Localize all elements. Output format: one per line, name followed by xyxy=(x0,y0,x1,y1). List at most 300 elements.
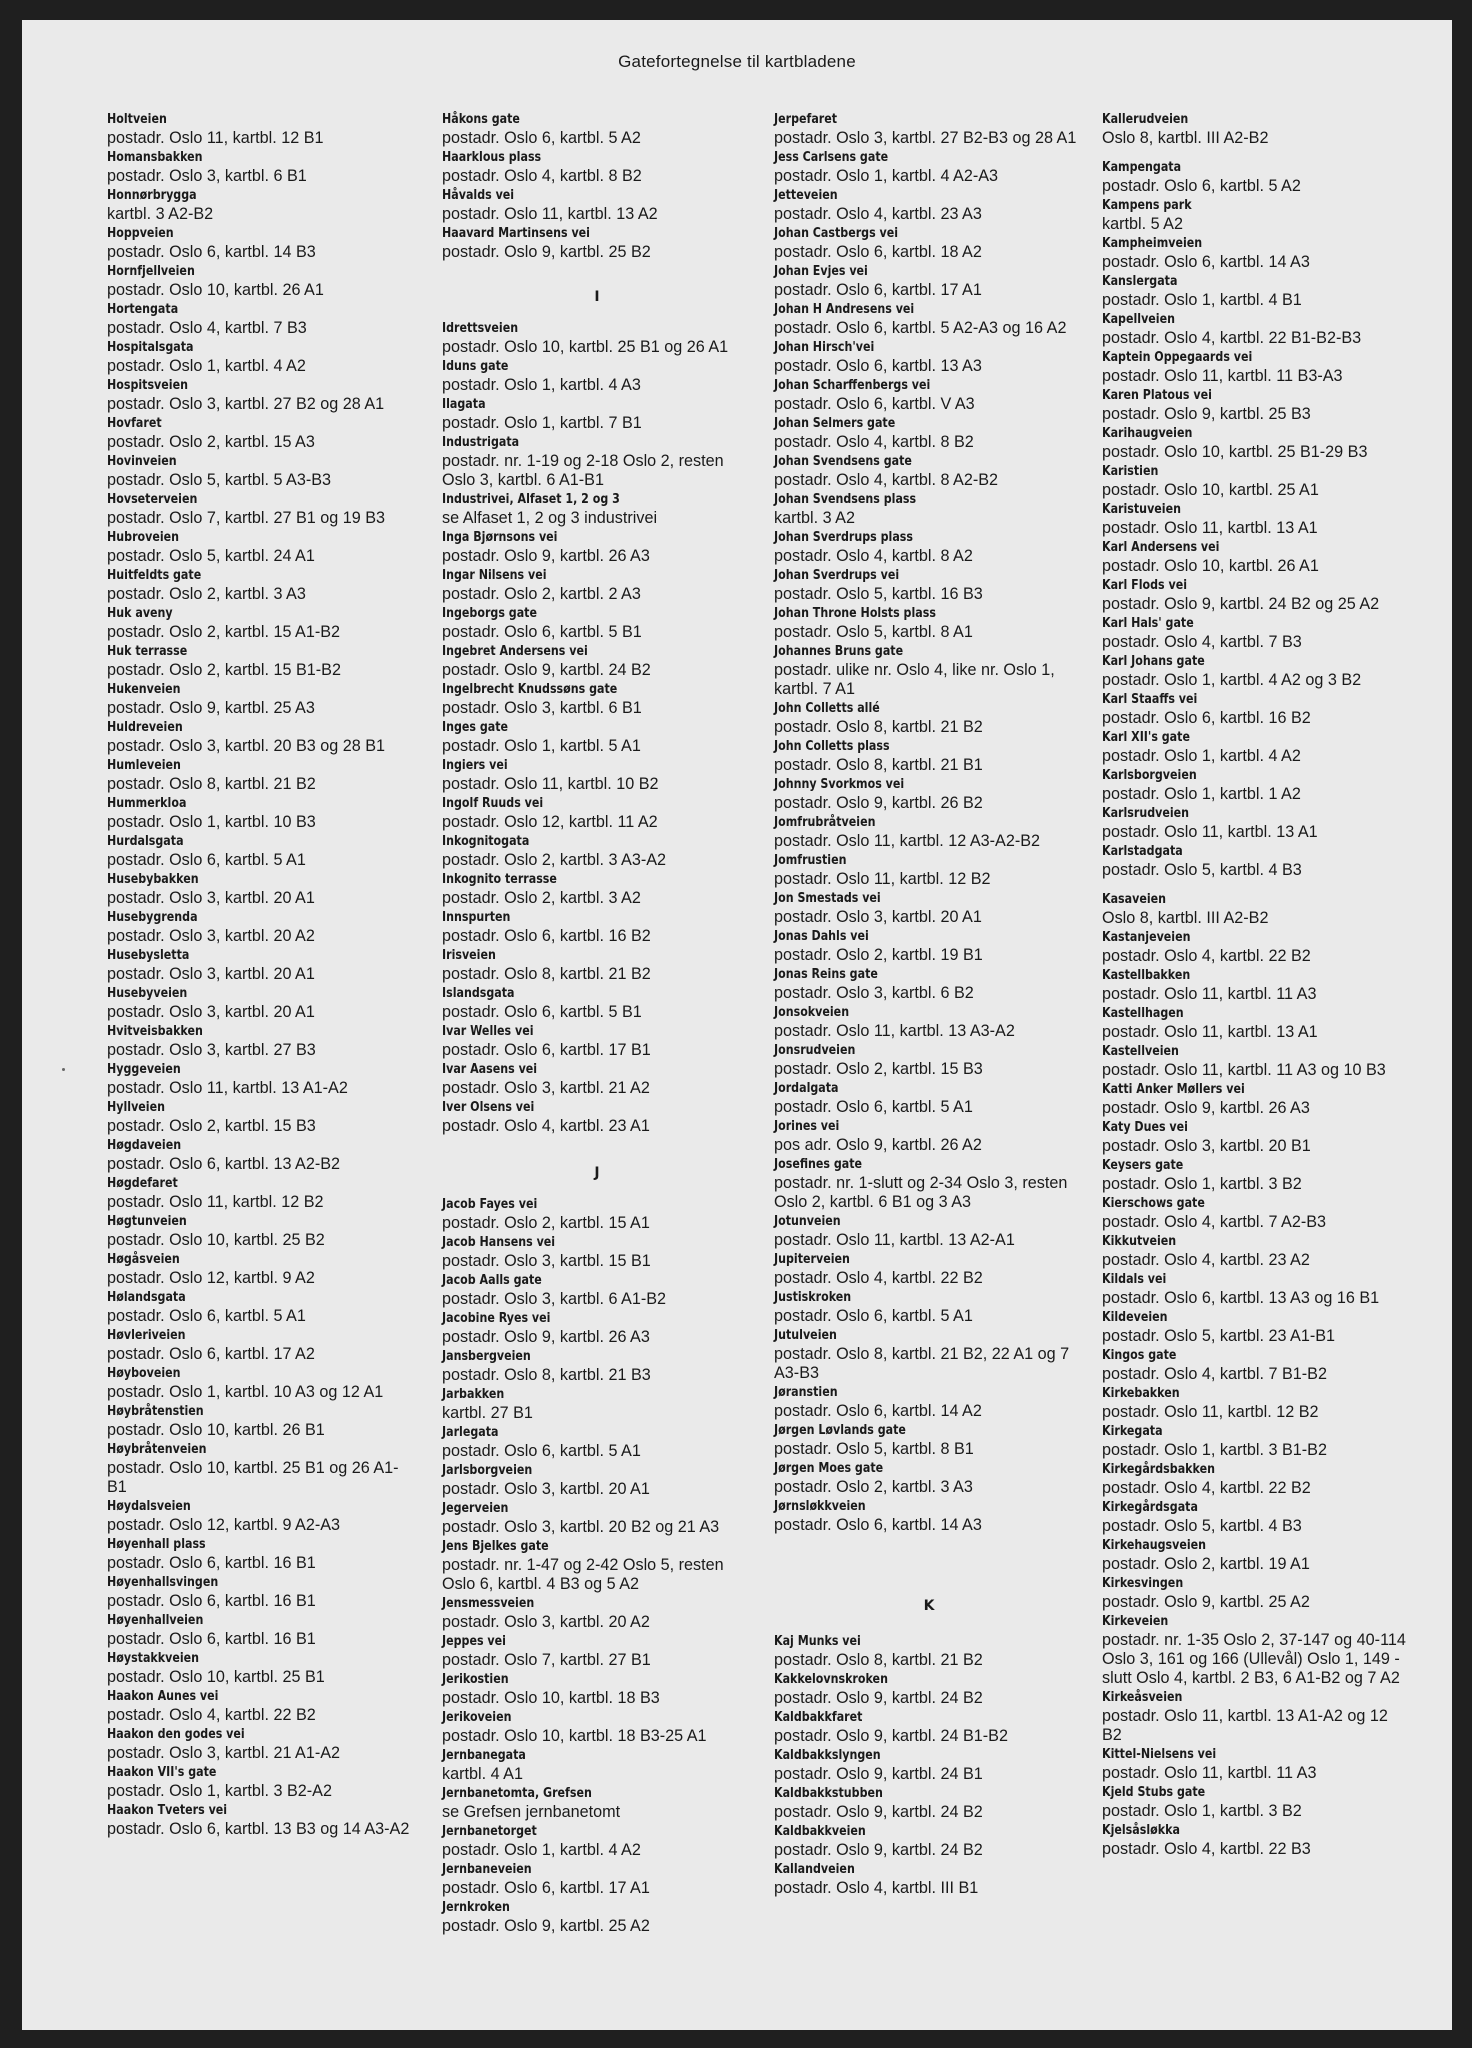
street-name: Johan Svendsens plass xyxy=(774,491,917,507)
street-name: Karen Platous vei xyxy=(1102,387,1212,403)
street-entry xyxy=(1102,424,1412,462)
street-name: Håkons gate xyxy=(442,111,520,127)
street-info: postadr. Oslo 4, kartbl. III B1 xyxy=(774,1879,979,1897)
street-name: Johan Throne Holsts plass xyxy=(774,605,936,621)
street-name: Høybråtenstien xyxy=(107,1403,204,1419)
street-entry xyxy=(1102,538,1412,576)
street-info: postadr. Oslo 3, kartbl. 20 B1 xyxy=(1102,1137,1311,1155)
street-info: postadr. Oslo 2, kartbl. 3 A3 xyxy=(107,585,306,603)
street-entry xyxy=(774,414,1084,452)
street-info: postadr. Oslo 9, kartbl. 26 A3 xyxy=(442,547,650,565)
street-name: Husebygrenda xyxy=(107,909,198,925)
street-name: Høyenhall plass xyxy=(107,1536,206,1552)
street-info: postadr. Oslo 6, kartbl. V A3 xyxy=(774,395,975,413)
street-info: postadr. Oslo 1, kartbl. 4 A3 xyxy=(442,376,641,394)
street-name: Høgdaveien xyxy=(107,1137,182,1153)
street-info: postadr. nr. 1-19 og 2-18 Oslo 2, resten Oslo 3, kartbl. 6 A1-B1 xyxy=(442,452,724,489)
street-entry xyxy=(1102,1745,1412,1783)
street-entry xyxy=(107,1212,417,1250)
street-info: postadr. Oslo 5, kartbl. 8 B1 xyxy=(774,1440,974,1458)
entry-group xyxy=(442,110,752,262)
street-info: postadr. Oslo 1, kartbl. 4 A2 xyxy=(1102,747,1301,765)
street-entry xyxy=(107,1649,417,1687)
street-entry xyxy=(442,1461,752,1499)
street-name: Kirkeveien xyxy=(1102,1613,1169,1629)
street-name: Hoppveien xyxy=(107,225,174,241)
street-name: Høyenhallveien xyxy=(107,1612,204,1628)
street-entry xyxy=(442,1746,752,1784)
street-info: postadr. Oslo 3, kartbl. 20 A1 xyxy=(107,1003,315,1021)
street-entry xyxy=(107,1136,417,1174)
street-info: postadr. Oslo 1, kartbl. 3 B2 xyxy=(1102,1802,1302,1820)
street-entry xyxy=(107,224,417,262)
street-info: Oslo 8, kartbl. III A2-B2 xyxy=(1102,129,1269,147)
street-name: Karl Staaffs vei xyxy=(1102,691,1198,707)
street-name: Kaldbakkslyngen xyxy=(774,1747,881,1763)
street-entry xyxy=(442,1822,752,1860)
street-info: postadr. Oslo 11, kartbl. 13 A1-A2 xyxy=(107,1079,348,1097)
street-info: postadr. Oslo 4, kartbl. 8 B2 xyxy=(442,167,642,185)
street-name: Johannes Bruns gate xyxy=(774,643,904,659)
street-entry xyxy=(774,965,1084,1003)
street-info: postadr. Oslo 4, kartbl. 22 B3 xyxy=(1102,1840,1311,1858)
street-entry xyxy=(107,452,417,490)
street-entry xyxy=(107,338,417,376)
street-entry xyxy=(774,1632,1084,1670)
street-name: Hospitalsgata xyxy=(107,339,194,355)
street-name: Islandsgata xyxy=(442,985,515,1001)
street-info: postadr. Oslo 6, kartbl. 5 A1 xyxy=(774,1307,973,1325)
street-info: postadr. Oslo 4, kartbl. 22 B2 xyxy=(774,1269,983,1287)
street-info: postadr. Oslo 1, kartbl. 3 B1-B2 xyxy=(1102,1441,1327,1459)
street-info: postadr. Oslo 3, kartbl. 15 B1 xyxy=(442,1252,651,1270)
street-info: postadr. Oslo 11, kartbl. 12 A3-A2-B2 xyxy=(774,832,1041,850)
street-info: postadr. Oslo 4, kartbl. 7 B1-B2 xyxy=(1102,1365,1327,1383)
section-letter-j: J xyxy=(594,1165,600,1181)
street-info: postadr. Oslo 4, kartbl. 22 B2 xyxy=(1102,1479,1311,1497)
street-name: Jarlsborgveien xyxy=(442,1462,533,1478)
street-info: postadr. Oslo 3, kartbl. 27 B2 og 28 A1 xyxy=(107,395,385,413)
street-name: Jernbanetomta, Grefsen xyxy=(442,1785,592,1801)
street-info: postadr. ulike nr. Oslo 4, like nr. Oslo 1, kartbl. 7 A1 xyxy=(774,661,1055,698)
street-name: Kirkegata xyxy=(1102,1423,1163,1439)
street-name: Haakon Aunes vei xyxy=(107,1688,219,1704)
street-info: kartbl. 5 A2 xyxy=(1102,215,1183,233)
street-name: Kaldbakkveien xyxy=(774,1823,866,1839)
street-name: Hummerkloa xyxy=(107,795,187,811)
street-entry xyxy=(442,148,752,186)
street-entry xyxy=(107,300,417,338)
column-4 xyxy=(1102,110,1412,1859)
street-info: postadr. nr. 1-47 og 2-42 Oslo 5, resten Oslo 6, kartbl. 4 B3 og 5 A2 xyxy=(442,1556,724,1593)
street-name: Irisveien xyxy=(442,947,496,963)
street-entry xyxy=(1102,804,1412,842)
street-name: Kingos gate xyxy=(1102,1347,1177,1363)
street-entry xyxy=(442,1022,752,1060)
column-2 xyxy=(442,110,752,1936)
street-name: Hospitsveien xyxy=(107,377,188,393)
street-info: postadr. Oslo 3, kartbl. 6 B2 xyxy=(774,984,974,1002)
street-name: Karistien xyxy=(1102,463,1159,479)
street-info: postadr. Oslo 9, kartbl. 24 B2 og 25 A2 xyxy=(1102,595,1380,613)
street-entry xyxy=(107,642,417,680)
street-info: postadr. Oslo 1, kartbl. 3 B2-A2 xyxy=(107,1782,332,1800)
street-info: kartbl. 3 A2-B2 xyxy=(107,205,214,223)
street-info: postadr. Oslo 10, kartbl. 25 B1 xyxy=(107,1668,325,1686)
street-entry xyxy=(107,148,417,186)
section-letter-i: I xyxy=(594,289,600,305)
street-name: Jernbanetorget xyxy=(442,1823,537,1839)
street-name: Kikkutveien xyxy=(1102,1233,1177,1249)
street-entry xyxy=(1102,1346,1412,1384)
street-name: Jess Carlsens gate xyxy=(774,149,889,165)
street-name: Høgtunveien xyxy=(107,1213,187,1229)
street-info: postadr. Oslo 9, kartbl. 26 B2 xyxy=(774,794,983,812)
street-entry xyxy=(1102,1574,1412,1612)
street-entry xyxy=(774,699,1084,737)
street-entry xyxy=(107,1497,417,1535)
street-info: postadr. Oslo 5, kartbl. 4 B3 xyxy=(1102,861,1302,879)
street-name: Jomfrubråtveien xyxy=(774,814,876,830)
street-entry xyxy=(442,680,752,718)
street-entry xyxy=(774,338,1084,376)
street-entry xyxy=(442,1860,752,1898)
street-entry xyxy=(107,490,417,528)
street-info: postadr. Oslo 3, kartbl. 20 A1 xyxy=(442,1480,650,1498)
street-info: postadr. Oslo 6, kartbl. 14 A2 xyxy=(774,1402,982,1420)
street-name: Kirkeåsveien xyxy=(1102,1689,1183,1705)
street-entry xyxy=(774,300,1084,338)
street-info: se Alfaset 1, 2 og 3 industrivei xyxy=(442,509,658,527)
street-info: postadr. Oslo 8, kartbl. 21 B1 xyxy=(774,756,983,774)
street-info: postadr. Oslo 3, kartbl. 6 B1 xyxy=(442,699,642,717)
street-name: Kastellveien xyxy=(1102,1043,1179,1059)
street-entry xyxy=(442,870,752,908)
street-name: Høybråtenveien xyxy=(107,1441,207,1457)
street-name: Jøranstien xyxy=(774,1384,838,1400)
street-info: postadr. Oslo 10, kartbl. 26 A1 xyxy=(1102,557,1319,575)
street-info: postadr. Oslo 11, kartbl. 11 B3-A3 xyxy=(1102,367,1343,385)
street-entry xyxy=(774,566,1084,604)
street-info: postadr. Oslo 1, kartbl. 4 A2 og 3 B2 xyxy=(1102,671,1362,689)
street-entry xyxy=(442,1385,752,1423)
street-entry xyxy=(1102,1612,1412,1688)
street-entry xyxy=(442,224,752,262)
street-entry xyxy=(442,718,752,756)
street-entry xyxy=(442,642,752,680)
street-entry xyxy=(442,566,752,604)
street-entry xyxy=(107,414,417,452)
street-entry xyxy=(774,1708,1084,1746)
street-entry xyxy=(1102,766,1412,804)
street-name: Josefines gate xyxy=(774,1156,863,1172)
street-info: postadr. Oslo 1, kartbl. 4 A2-A3 xyxy=(774,167,999,185)
street-entry xyxy=(107,946,417,984)
street-name: Humleveien xyxy=(107,757,181,773)
street-entry xyxy=(442,1784,752,1822)
street-info: postadr. Oslo 6, kartbl. 5 A1 xyxy=(107,1307,306,1325)
street-entry xyxy=(1102,1783,1412,1821)
street-info: postadr. Oslo 1, kartbl. 10 B3 xyxy=(107,813,316,831)
street-entry xyxy=(774,1041,1084,1079)
street-entry xyxy=(1102,386,1412,424)
street-entry xyxy=(774,851,1084,889)
street-info: postadr. Oslo 4, kartbl. 7 B3 xyxy=(107,319,307,337)
street-entry xyxy=(442,1670,752,1708)
street-name: Karl XII's gate xyxy=(1102,729,1190,745)
street-info: postadr. Oslo 4, kartbl. 8 A2-B2 xyxy=(774,471,999,489)
street-entry xyxy=(774,110,1084,148)
street-name: Hyggeveien xyxy=(107,1061,181,1077)
street-name: Kaptein Oppegaards vei xyxy=(1102,349,1253,365)
street-entry xyxy=(107,1174,417,1212)
street-name: Ilagata xyxy=(442,396,486,412)
street-entry xyxy=(774,1079,1084,1117)
street-name: Johan Scharffenbergs vei xyxy=(774,377,931,393)
street-name: Husebyveien xyxy=(107,985,188,1001)
street-entry xyxy=(774,813,1084,851)
street-info: postadr. Oslo 2, kartbl. 15 B3 xyxy=(107,1117,316,1135)
street-entry xyxy=(774,490,1084,528)
street-info: postadr. Oslo 6, kartbl. 5 B1 xyxy=(442,1003,642,1021)
street-info: postadr. Oslo 3, kartbl. 20 A2 xyxy=(107,927,315,945)
street-info: postadr. Oslo 10, kartbl. 25 B1-29 B3 xyxy=(1102,443,1368,461)
street-info: postadr. Oslo 6, kartbl. 16 B2 xyxy=(1102,709,1311,727)
street-info: postadr. Oslo 1, kartbl. 3 B2 xyxy=(1102,1175,1302,1193)
street-name: Jacob Fayes vei xyxy=(442,1196,538,1212)
street-info: postadr. Oslo 6, kartbl. 5 B1 xyxy=(442,623,642,641)
street-entry xyxy=(442,908,752,946)
street-info: postadr. Oslo 5, kartbl. 5 A3-B3 xyxy=(107,471,332,489)
street-name: Haarklous plass xyxy=(442,149,542,165)
street-entry xyxy=(107,528,417,566)
document-page xyxy=(22,20,1452,2030)
street-entry xyxy=(107,1402,417,1440)
street-name: Kittel-Nielsens vei xyxy=(1102,1746,1217,1762)
street-name: Jens Bjelkes gate xyxy=(442,1538,549,1554)
street-name: Jotunveien xyxy=(774,1213,841,1229)
street-info: postadr. Oslo 3, kartbl. 20 A1 xyxy=(107,965,315,983)
street-info: postadr. Oslo 4, kartbl. 23 A1 xyxy=(442,1117,650,1135)
street-name: Hubroveien xyxy=(107,529,180,545)
street-entry xyxy=(774,1003,1084,1041)
street-name: Kirkegårdsgata xyxy=(1102,1499,1198,1515)
street-info: postadr. Oslo 6, kartbl. 14 B3 xyxy=(107,243,316,261)
street-info: postadr. Oslo 2, kartbl. 15 B3 xyxy=(774,1060,983,1078)
street-name: Idrettsveien xyxy=(442,320,519,336)
street-name: Kastanjeveien xyxy=(1102,929,1191,945)
street-info: postadr. Oslo 9, kartbl. 25 B2 xyxy=(442,243,651,261)
street-info: postadr. Oslo 10, kartbl. 25 A1 xyxy=(1102,481,1319,499)
street-name: Hvitveisbakken xyxy=(107,1023,203,1039)
street-name: Karlsrudveien xyxy=(1102,805,1190,821)
street-info: postadr. Oslo 8, kartbl. 21 B2 xyxy=(442,965,651,983)
street-entry xyxy=(1102,614,1412,652)
entry-group xyxy=(442,319,752,1136)
street-entry xyxy=(1102,110,1412,148)
street-info: postadr. Oslo 6, kartbl. 18 A2 xyxy=(774,243,982,261)
street-name: Jarlegata xyxy=(442,1424,499,1440)
street-entry xyxy=(107,1364,417,1402)
street-entry xyxy=(442,110,752,148)
street-entry xyxy=(774,775,1084,813)
street-name: Inkognito terrasse xyxy=(442,871,557,887)
street-name: Høgåsveien xyxy=(107,1251,180,1267)
street-info: postadr. Oslo 8, kartbl. 21 B2 xyxy=(774,718,983,736)
street-info: postadr. Oslo 12, kartbl. 9 A2 xyxy=(107,1269,315,1287)
street-entry xyxy=(1102,1156,1412,1194)
entry-group xyxy=(442,1195,752,1936)
street-entry xyxy=(442,1708,752,1746)
street-entry xyxy=(442,832,752,870)
street-name: Hortengata xyxy=(107,301,179,317)
street-entry xyxy=(107,1725,417,1763)
street-info: postadr. Oslo 6, kartbl. 17 A1 xyxy=(774,281,982,299)
street-name: Ingolf Ruuds vei xyxy=(442,795,544,811)
street-info: postadr. Oslo 1, kartbl. 5 A1 xyxy=(442,737,641,755)
street-name: Justiskroken xyxy=(774,1289,852,1305)
street-entry xyxy=(774,148,1084,186)
street-entry xyxy=(1102,842,1412,880)
street-info: postadr. Oslo 6, kartbl. 5 A1 xyxy=(774,1098,973,1116)
street-entry xyxy=(442,1195,752,1233)
street-entry xyxy=(774,224,1084,262)
street-info: postadr. Oslo 1, kartbl. 1 A2 xyxy=(1102,785,1301,803)
street-entry xyxy=(107,1022,417,1060)
street-name: Kaldbakkfaret xyxy=(774,1709,863,1725)
street-entry xyxy=(1102,500,1412,538)
street-info: postadr. Oslo 8, kartbl. 21 B2 xyxy=(107,775,316,793)
street-info: postadr. Oslo 4, kartbl. 22 B2 xyxy=(1102,947,1311,965)
column-1 xyxy=(107,110,417,1839)
street-info: postadr. Oslo 9, kartbl. 24 B2 xyxy=(774,1841,983,1859)
street-info: postadr. Oslo 11, kartbl. 13 A1-A2 og 12 B2 xyxy=(1102,1707,1388,1744)
street-entry xyxy=(774,1288,1084,1326)
page-title: Gatefortegnelse til kartbladene xyxy=(618,52,856,71)
street-name: Kirkegårdsbakken xyxy=(1102,1461,1215,1477)
street-entry xyxy=(774,1421,1084,1459)
street-entry xyxy=(107,718,417,756)
street-name: Huitfeldts gate xyxy=(107,567,202,583)
street-entry xyxy=(107,1288,417,1326)
street-info: postadr. Oslo 3, kartbl. 20 A2 xyxy=(442,1613,650,1631)
street-name: Kildals vei xyxy=(1102,1271,1167,1287)
street-entry xyxy=(107,376,417,414)
street-info: postadr. Oslo 6, kartbl. 5 A2-A3 og 16 A2 xyxy=(774,319,1067,337)
street-name: Jørnsløkkveien xyxy=(774,1498,866,1514)
street-name: Håvalds vei xyxy=(442,187,515,203)
street-entry xyxy=(107,1611,417,1649)
street-entry xyxy=(442,395,752,433)
street-entry xyxy=(774,1250,1084,1288)
street-name: Haakon VII's gate xyxy=(107,1764,217,1780)
street-info: postadr. Oslo 6, kartbl. 13 A2-B2 xyxy=(107,1155,341,1173)
street-entry xyxy=(774,642,1084,699)
street-name: Johan Sverdrups plass xyxy=(774,529,913,545)
street-entry xyxy=(442,604,752,642)
street-name: Høgdefaret xyxy=(107,1175,178,1191)
street-name: Kakkelovnskroken xyxy=(774,1671,888,1687)
street-name: Johan Castbergs vei xyxy=(774,225,899,241)
street-info: postadr. Oslo 10, kartbl. 18 B3 xyxy=(442,1689,660,1707)
street-entry xyxy=(107,1098,417,1136)
street-info: postadr. Oslo 1, kartbl. 10 A3 og 12 A1 xyxy=(107,1383,384,1401)
street-name: Kallerudveien xyxy=(1102,111,1189,127)
street-info: postadr. Oslo 6, kartbl. 5 A1 xyxy=(107,851,306,869)
street-entry xyxy=(107,566,417,604)
street-entry xyxy=(1102,462,1412,500)
street-info: postadr. Oslo 5, kartbl. 16 B3 xyxy=(774,585,983,603)
street-entry xyxy=(442,1423,752,1461)
street-info: postadr. Oslo 9, kartbl. 26 A3 xyxy=(1102,1099,1310,1117)
street-name: Ingebret Andersens vei xyxy=(442,643,588,659)
street-name: Kapellveien xyxy=(1102,311,1175,327)
street-name: Haakon Tveters vei xyxy=(107,1802,228,1818)
entry-group xyxy=(1102,110,1412,148)
street-name: Jegerveien xyxy=(442,1500,509,1516)
street-entry xyxy=(107,870,417,908)
street-name: Jomfrustien xyxy=(774,852,847,868)
street-info: postadr. Oslo 2, kartbl. 15 A3 xyxy=(107,433,315,451)
street-name: Huk terrasse xyxy=(107,643,188,659)
street-info: postadr. Oslo 3, kartbl. 6 A1-B2 xyxy=(442,1290,667,1308)
street-entry xyxy=(1102,1821,1412,1859)
street-entry xyxy=(774,1212,1084,1250)
street-name: Iver Olsens vei xyxy=(442,1099,535,1115)
street-info: Oslo 8, kartbl. III A2-B2 xyxy=(1102,909,1269,927)
street-name: Jernkroken xyxy=(442,1899,510,1915)
street-name: Johan H Andresens vei xyxy=(774,301,915,317)
street-name: Hurdalsgata xyxy=(107,833,184,849)
street-name: Hornfjellveien xyxy=(107,263,195,279)
street-entry xyxy=(774,1497,1084,1535)
street-entry xyxy=(774,1155,1084,1212)
street-entry xyxy=(1102,1308,1412,1346)
street-name: Jonas Dahls vei xyxy=(774,928,869,944)
street-entry xyxy=(107,1060,417,1098)
street-info: postadr. Oslo 5, kartbl. 24 A1 xyxy=(107,547,315,565)
street-entry xyxy=(774,1383,1084,1421)
street-entry xyxy=(442,186,752,224)
street-info: postadr. Oslo 4, kartbl. 7 B3 xyxy=(1102,633,1302,651)
street-name: Kjelsåsløkka xyxy=(1102,1822,1180,1838)
street-entry xyxy=(774,1746,1084,1784)
street-entry xyxy=(442,1898,752,1936)
street-name: Kierschows gate xyxy=(1102,1195,1205,1211)
street-name: Holtveien xyxy=(107,111,167,127)
street-info: kartbl. 3 A2 xyxy=(774,509,855,527)
street-info: postadr. Oslo 5, kartbl. 4 B3 xyxy=(1102,1517,1302,1535)
street-info: postadr. Oslo 11, kartbl. 12 B2 xyxy=(107,1193,324,1211)
street-name: Jon Smestads vei xyxy=(774,890,881,906)
street-entry xyxy=(107,1573,417,1611)
street-entry xyxy=(1102,1118,1412,1156)
street-info: postadr. Oslo 7, kartbl. 27 B1 xyxy=(442,1651,651,1669)
street-info: postadr. Oslo 2, kartbl. 3 A3-A2 xyxy=(442,851,667,869)
street-info: postadr. Oslo 9, kartbl. 24 B1 xyxy=(774,1765,983,1783)
street-info: kartbl. 27 B1 xyxy=(442,1404,533,1422)
street-entry xyxy=(442,1233,752,1271)
street-info: postadr. Oslo 10, kartbl. 18 B3-25 A1 xyxy=(442,1727,707,1745)
street-name: Jørgen Løvlands gate xyxy=(774,1422,906,1438)
street-info: postadr. Oslo 5, kartbl. 23 A1-B1 xyxy=(1102,1327,1336,1345)
street-name: Ingelbrecht Knudssøns gate xyxy=(442,681,618,697)
street-name: Hølandsgata xyxy=(107,1289,186,1305)
street-name: Johan Hirsch'vei xyxy=(774,339,875,355)
street-entry xyxy=(774,927,1084,965)
street-entry xyxy=(774,1784,1084,1822)
street-entry xyxy=(107,756,417,794)
